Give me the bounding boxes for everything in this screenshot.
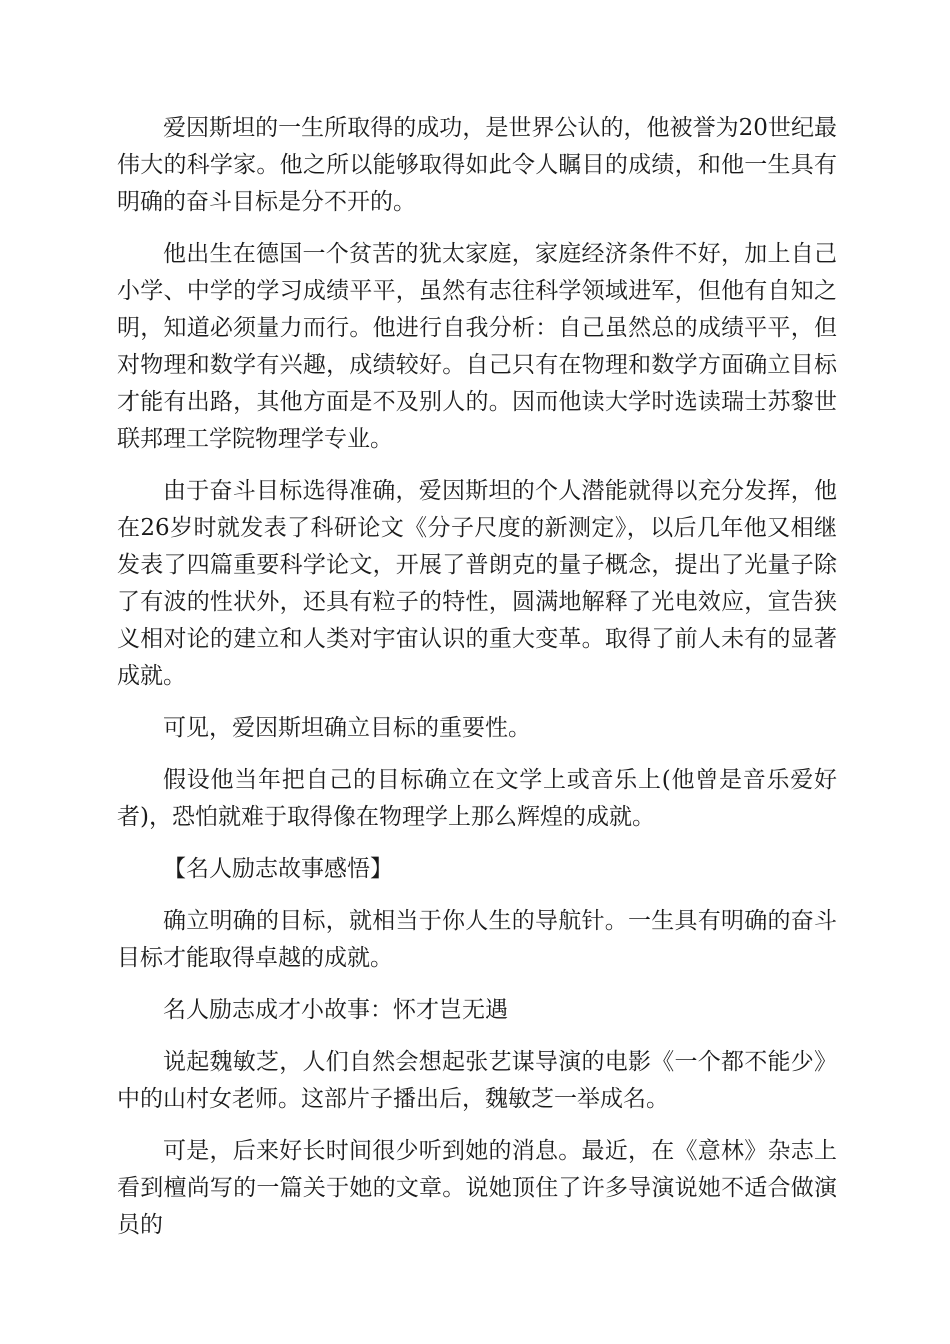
paragraph-einstein-background: 他出生在德国一个贫苦的犹太家庭，家庭经济条件不好，加上自己小学、中学的学习成绩平平，虽然有志往科学领域进军，但他有自知之明，知道必须量力而行。他进行自我分析：自己虽然总的成绩平平，但对物理和数学有兴趣，成绩较好。自己只有在物理和数学方面确立目标才能有出路，其他方面是不及别人的。因而他读大学时选读瑞士苏黎世联邦理工学院物理学专业。 bbox=[117, 241, 837, 452]
paragraph-wei-minzhi-intro: 说起魏敏芝，人们自然会想起张艺谋导演的电影《一个都不能少》中的山村女老师。这部片子播出后，魏敏芝一举成名。 bbox=[117, 1049, 837, 1112]
section-heading-insight: 【名人励志故事感悟】 bbox=[163, 856, 393, 882]
document-body bbox=[117, 110, 837, 1259]
paragraph-einstein-intro: 爱因斯坦的一生所取得的成功，是世界公认的，他被誉为20世纪最伟大的科学家。他之所以能够取得如此令人瞩目的成绩，和他一生具有明确的奋斗目标是分不开的。 bbox=[117, 115, 837, 215]
story-title: 名人励志成才小故事：怀才岂无遇 bbox=[163, 997, 508, 1023]
paragraph-importance: 可见，爱因斯坦确立目标的重要性。 bbox=[163, 715, 531, 741]
paragraph-insight: 确立明确的目标，就相当于你人生的导航针。一生具有明确的奋斗目标才能取得卓越的成就。 bbox=[117, 908, 837, 971]
paragraph-hypothesis: 假设他当年把自己的目标确立在文学上或音乐上(他曾是音乐爱好者)，恐怕就难于取得像在物理学上那么辉煌的成就。 bbox=[117, 767, 837, 830]
paragraph-wei-minzhi-later: 可是，后来好长时间很少听到她的消息。最近，在《意林》杂志上看到檀尚写的一篇关于她的文章。说她顶住了许多导演说她不适合做演员的 bbox=[117, 1138, 837, 1238]
paragraph-einstein-achievements: 由于奋斗目标选得准确，爱因斯坦的个人潜能就得以充分发挥，他在26岁时就发表了科研论文《分子尺度的新测定》，以后几年他又相继发表了四篇重要科学论文，开展了普朗克的量子概念，提出了光量子除了有波的性状外，还具有粒子的特性，圆满地解释了光电效应，宣告狭义相对论的建立和人类对宇宙认识的重大变革。取得了前人未有的显著成就。 bbox=[117, 478, 837, 689]
